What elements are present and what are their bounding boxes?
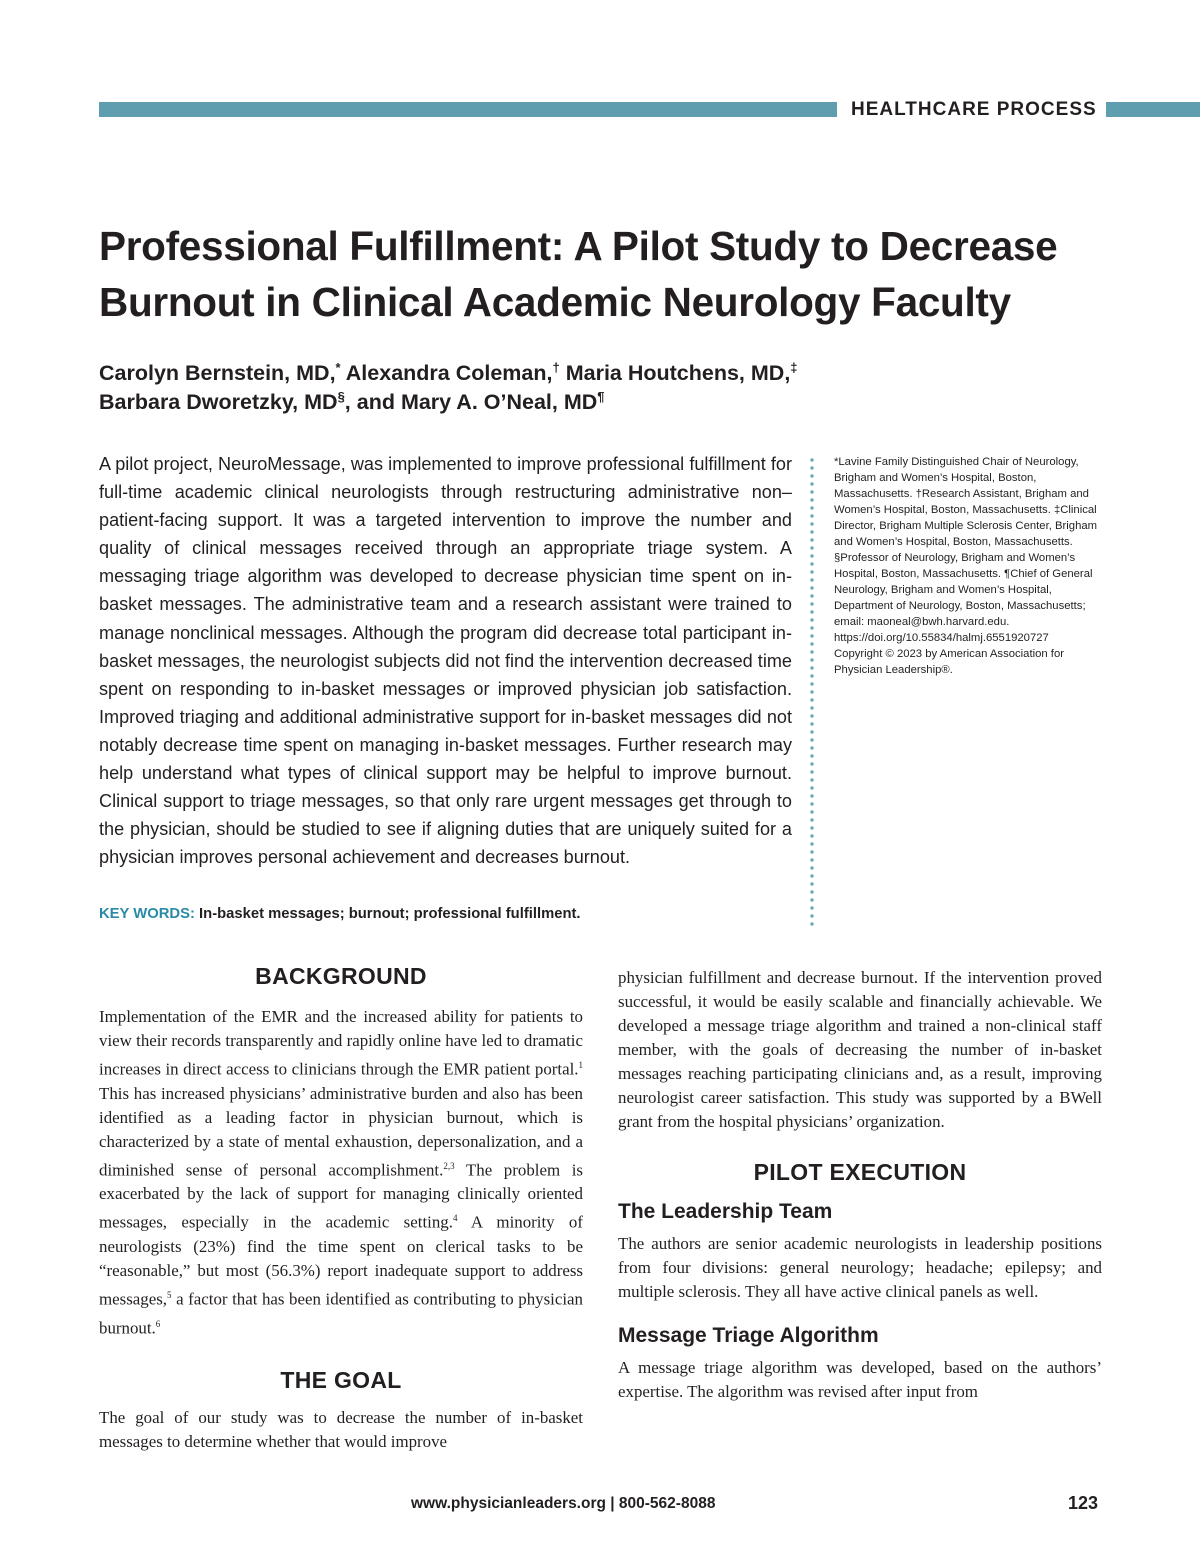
author-list (99, 359, 999, 417)
author-mark: † (552, 359, 560, 375)
author-name: Barbara Dworetzky, MD (99, 390, 338, 414)
author-name: Alexandra Coleman, (340, 361, 553, 385)
author-name: Carolyn Bernstein, MD, (99, 361, 336, 385)
background-paragraph (99, 1005, 583, 1340)
citation-ref: 2,3 (443, 1160, 455, 1171)
author-mark: § (337, 388, 345, 404)
body-column-left (99, 964, 583, 1454)
citation-ref: 5 (167, 1289, 172, 1300)
background-sentence: This has increased physicians’ administrative burden and also has been identified as a leading factor in physician burnout, which is characterized by a state of mental exhaustion, depersonalization, and a diminished sense of personal accomplishment. (99, 1083, 583, 1180)
author-line-1 (99, 359, 999, 388)
background-sentence: A minority of neurologists (23%) find the time spent on clerical tasks to be “reasonable,” but most (56.3%) report inadequate support to address messages, (99, 1212, 583, 1309)
header-rule-left (99, 102, 837, 117)
header-rule-right (1106, 102, 1200, 117)
triage-paragraph: A message triage algorithm was developed, based on the authors’ expertise. The algorithm was revised after input from (618, 1358, 1102, 1401)
keywords (99, 906, 792, 922)
keywords-text: In-basket messages; burnout; professional fulfillment. (199, 906, 581, 922)
article-title: Professional Fulfillment: A Pilot Study to Decrease Burnout in Clinical Academic Neurology Faculty (99, 223, 1058, 325)
message-triage-heading: Message Triage Algorithm (618, 1324, 879, 1347)
author-mark: ¶ (597, 388, 605, 404)
author-line-2 (99, 388, 999, 417)
author-name: Maria Houtchens, MD, (559, 361, 791, 385)
citation-ref: 4 (452, 1213, 458, 1224)
goal-paragraph-continued: physician fulfillment and decrease burnout. If the intervention proved successful, it would be easily scalable and financially achievable. We developed a message triage algorithm and trained a non-clinical staff member, with the goals of decreasing the number of in-basket messages reaching participating clinicians and, as a result, improving neurologist career satisfaction. This study was supported by a BWell grant from the hospital physicians’ organization. (618, 968, 1102, 1131)
background-sentence: Implementation of the EMR and the increased ability for patients to view their records transparently and rapidly online have led to dramatic increases in direct access to clinicians through the EMR patient portal. (99, 1007, 583, 1079)
footer-website-phone: www.physicianleaders.org | 800-562-8088 (411, 1495, 716, 1512)
citation-ref: 1 (578, 1060, 583, 1070)
author-name: , and Mary A. O’Neal, MD (344, 390, 598, 414)
abstract: A pilot project, NeuroMessage, was implemented to improve professional fulfillment for full-time academic clinical neurologists through restructuring administrative non–patient-facing support. It was a targeted intervention to improve the number and quality of clinical messages received through an appropriate triage system. A messaging triage algorithm was developed to decrease physician time spent on in-basket messages. The administrative team and a research assistant were trained to manage nonclinical messages. Although the program did decrease total participant in-basket messages, the neurologist subjects did not find the intervention decreased time spent on responding to in-basket messages or improved physician job satisfaction. Improved triaging and additional administrative support for in-basket messages did not notably decrease time spent on managing in-basket messages. Further research may help understand what types of clinical support may be helpful to improve burnout. Clinical support to triage messages, so that only rare urgent messages get through to the physician, should be studied to see if aligning duties that are uniquely suited for a physician improves personal achievement and decreases burnout. (99, 454, 792, 868)
background-sentence: a factor that has been identified as contributing to physician burnout. (99, 1289, 583, 1338)
goal-paragraph: The goal of our study was to decrease the number of in-basket messages to determine whether that would improve (99, 1408, 583, 1452)
goal-heading: THE GOAL (280, 1367, 402, 1394)
author-mark: ‡ (790, 359, 798, 375)
section-label: HEALTHCARE PROCESS (851, 99, 1097, 120)
author-mark: * (335, 359, 341, 375)
dotted-divider (810, 456, 814, 926)
page-number: 123 (1068, 1493, 1099, 1513)
leadership-paragraph: The authors are senior academic neurologists in leadership positions from four divisions: general neurology; headache; epilepsy; and multiple sclerosis. They all have active clinical panels as well. (618, 1234, 1102, 1301)
keywords-label: KEY WORDS: (99, 906, 195, 922)
pilot-execution-heading: PILOT EXECUTION (753, 1159, 967, 1185)
body-column-right (618, 966, 1102, 1404)
citation-ref: 6 (155, 1318, 161, 1329)
background-heading: BACKGROUND (255, 963, 427, 989)
background-sentence: The problem is exacerbated by the lack of support for managing clinically oriented messages, especially in the academic setting. (99, 1160, 583, 1232)
leadership-team-heading: The Leadership Team (618, 1200, 833, 1223)
author-affiliations: *Lavine Family Distinguished Chair of Neurology, Brigham and Women’s Hospital, Boston, Massachusetts. †Research Assistant, Brigham and Women’s Hospital, Boston, Massachusetts. ‡Clinical Director, Brigham Multiple Sclerosis Center, Brigham and Women’s Hospital, Boston, Massachusetts. §Professor of Neurology, Brigham and Women’s Hospital, Boston, Massachusetts. ¶Chief of General Neurology, Brigham and Women’s Hospital, Department of Neurology, Boston, Massachusetts; email: maoneal@bwh.harvard.edu. https://doi.org/10.55834/halmj.6551920727 Copyright © 2023 by American Association for Physician Leadership®. (834, 456, 1098, 676)
